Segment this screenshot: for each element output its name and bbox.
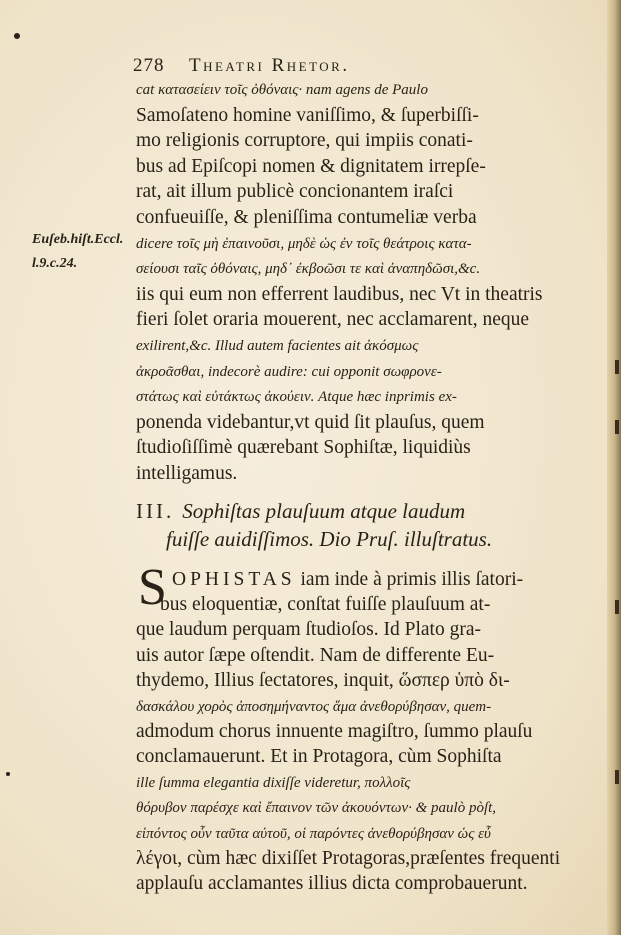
text-line: dicere τοῖς μὴ ἐπαινοῦσι, μηδὲ ὡς ἐν τοῖς θεάτροις κατα- xyxy=(136,235,472,252)
text-line: ille ſumma elegantia dixiſſe videretur, πολλοῖς xyxy=(136,774,411,791)
text-line: mo religionis corruptore, qui impiis conati- xyxy=(136,130,473,152)
text-line: ἀκροᾶσθαι, indecorè audire: cui opponit σωφρονε- xyxy=(136,363,442,380)
text-line: intelligamus. xyxy=(136,463,238,484)
first-line-rest: iam inde à primis illis ſatori- xyxy=(295,569,524,590)
ink-dot xyxy=(6,772,10,776)
text-line xyxy=(172,568,572,592)
text-line: thydemo, Illius ſectatores, inquit, ὥσπερ ὑπὸ δι- xyxy=(136,670,510,692)
ink-dot xyxy=(14,33,20,39)
margin-note: Euſeb.hiſt.Eccl. xyxy=(32,232,124,247)
text-line: uis autor ſæpe oſtendit. Nam de differente Eu- xyxy=(136,644,495,666)
text-line: cat κατασείειν τοῖς ὀθόναις· nam agens de Paulo xyxy=(136,82,428,98)
text-line: bus ad Epiſcopi nomen & dignitatem irrepſe- xyxy=(136,155,486,177)
drop-cap: S xyxy=(138,559,167,616)
section-heading xyxy=(136,496,576,526)
section-title-line1: Sophiſtas plauſuum atque laudum xyxy=(182,499,466,523)
text-line: que laudum perquam ſtudioſos. Id Plato gra- xyxy=(136,619,481,641)
text-line: θόρυβον παρέσχε καὶ ἔπαινον τῶν ἀκουόντων· & paulò pòſt, xyxy=(136,800,497,817)
text-line: conclamauerunt. Et in Protagora, cùm Sophiſta xyxy=(136,746,502,768)
text-line: rat, ait illum publicè concionantem iraſci xyxy=(136,181,454,203)
text-line: δασκάλου χορὸς ἀποσημήναντος ἅμα ἀνεθορύβησαν, quem- xyxy=(136,698,492,715)
text-line: ponenda videbantur,vt quid ſit plauſus, quem xyxy=(136,411,485,433)
text-line: exilirent,&c. Illud autem facientes ait ἀκόσμως xyxy=(136,338,419,354)
edge-mark xyxy=(615,600,619,614)
text-line: applauſu acclamantes illius dicta comprobauerunt. xyxy=(136,873,528,895)
text-line: ſtudioſiſſimè quærebant Sophiſtæ, liquidiùs xyxy=(136,437,471,459)
edge-mark xyxy=(615,420,619,434)
first-word-caps: OPHISTAS xyxy=(172,569,296,590)
section-heading-line2: fuiſſe auidiſſimos. Dio Pruſ. illuſtratus. xyxy=(166,527,493,551)
text-line: εἰπόντος οὖν ταῦτα αὐτοῦ, οἱ παρόντες ἀνεθορύβησαν ὡς εὖ xyxy=(136,825,491,842)
running-header xyxy=(133,55,473,77)
text-line: admodum chorus innuente magiſtro, ſummo plauſu xyxy=(136,721,533,742)
text-line: στάτως καὶ εὐτάκτως ἀκούειν. Atque hæc inprimis ex- xyxy=(136,389,457,406)
running-title: Theatri Rhetor. xyxy=(189,55,350,76)
edge-mark xyxy=(615,770,619,784)
text-line: λέγοι, cùm hæc dixiſſet Protagoras,præſentes frequenti xyxy=(136,848,561,869)
page-number: 278 xyxy=(133,55,165,76)
page-edge xyxy=(607,0,621,935)
margin-note: l.9.c.24. xyxy=(32,256,78,271)
edge-mark xyxy=(615,360,619,374)
text-line: bus eloquentiæ, conſtat fuiſſe plauſuum at- xyxy=(160,594,491,615)
text-line: confueuiſſe, & pleniſſima contumeliæ verba xyxy=(136,207,477,228)
text-line: σείουσι ταῖς ὀθόναις, μηδ᾽ ἐκβοῶσι τε καὶ ἀναπηδῶσι,&c. xyxy=(136,261,481,278)
text-line: iis qui eum non efferrent laudibus, nec Vt in theatris xyxy=(136,283,543,305)
section-number: III. xyxy=(136,499,175,523)
text-line: fieri ſolet oraria mouerent, nec acclamarent, neque xyxy=(136,309,530,331)
text-line: Samoſateno homine vaniſſimo, & ſuperbiſſi- xyxy=(136,104,479,126)
